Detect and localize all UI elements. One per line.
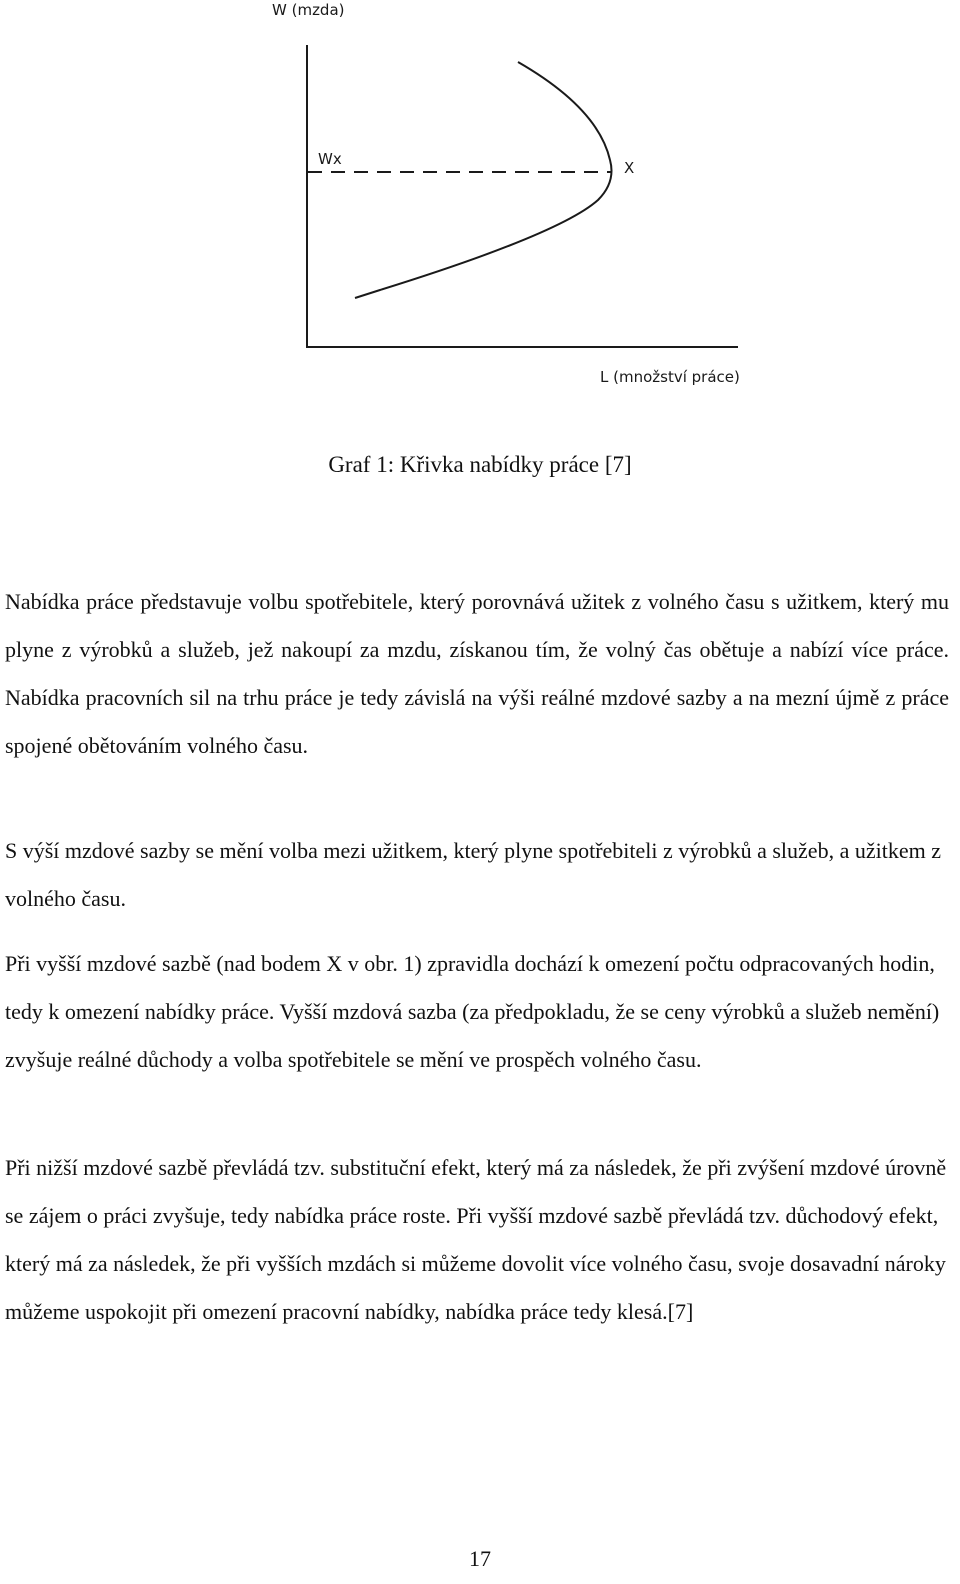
labor-supply-graph <box>0 0 960 400</box>
wage-marker-label: Wx <box>318 150 342 168</box>
paragraph-text: S výší mzdové sazby se mění volba mezi užitkem, který plyne spotřebiteli z výrobků a služeb, a užitkem z volného času. <box>5 838 941 911</box>
y-axis-label: W (mzda) <box>272 1 345 19</box>
paragraph-wage-choice <box>5 827 949 923</box>
paragraph-substitution-income-effect <box>5 1144 949 1336</box>
paragraph-text: Při vyšší mzdové sazbě (nad bodem X v obr. 1) zpravidla dochází k omezení počtu odpracovaných hodin, tedy k omezení nabídky práce. Vyšší mzdová sazba (za předpokladu, že se ceny výrobků a služeb nemění) zvyšuje reálné důchody a volba spotřebitele se mění ve prospěch volného času. <box>5 951 940 1072</box>
supply-curve <box>355 62 612 298</box>
paragraph-text: Nabídka práce představuje volbu spotřebitele, který porovnává užitek z volného času s užitkem, který mu plyne z výrobků a služeb, jež nakoupí za mzdu, získanou tím, že volný čas obětuje a nabízí více práce. Nabídka pracovních sil na trhu práce je tedy závislá na výši reálné mzdové sazby a na mezní újmě z práce spojené obětováním volného času. <box>5 589 949 758</box>
x-axis-label: L (množství práce) <box>600 368 740 386</box>
page-number: 17 <box>469 1546 491 1571</box>
paragraph-labor-supply-definition <box>5 578 949 770</box>
paragraph-text: Při nižší mzdové sazbě převládá tzv. substituční efekt, který má za následek, že při zvýšení mzdové úrovně se zájem o práci zvyšuje, tedy nabídka práce roste. Při vyšší mzdové sazbě převládá tzv. důchodový efekt, který má za následek, že při vyšších mzdách si můžeme dovolit více volného času, svoje dosavadní nároky můžeme uspokojit při omezení pracovní nabídky, nabídka práce tedy klesá.[7] <box>5 1155 947 1324</box>
figure-caption: Graf 1: Křivka nabídky práce [7] <box>328 452 632 477</box>
labor-supply-figure <box>0 0 960 400</box>
paragraph-higher-wage <box>5 940 949 1084</box>
point-x-label: X <box>624 159 635 177</box>
